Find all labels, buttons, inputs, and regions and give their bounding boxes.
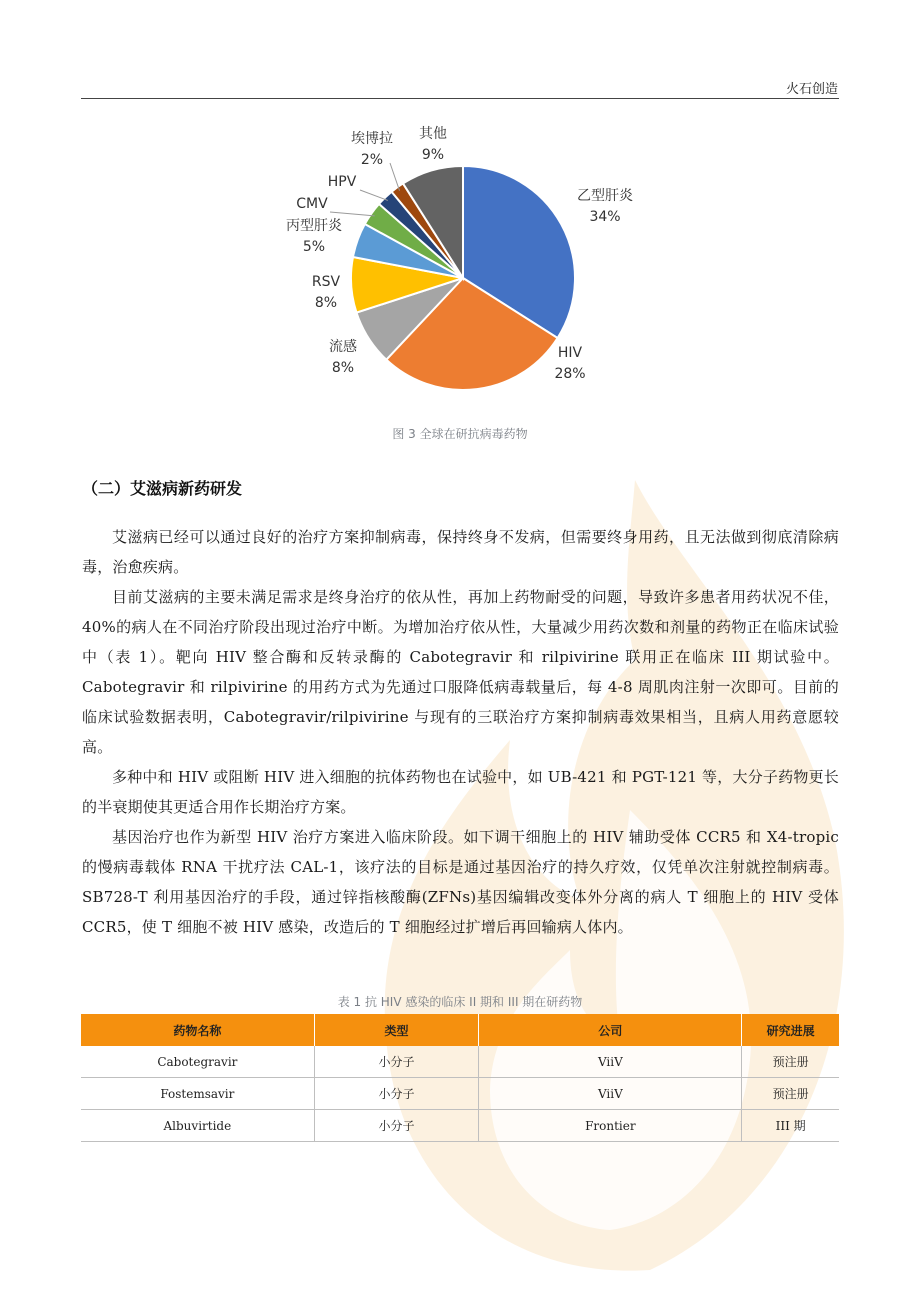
slice-label: 乙型肝炎 xyxy=(577,188,633,204)
slice-label: HPV xyxy=(327,174,357,190)
figure-caption: 图 3 全球在研抗病毒药物 xyxy=(392,427,528,441)
drug-name-cell: Cabotegravir xyxy=(81,1046,314,1078)
leader-line xyxy=(360,190,388,200)
paragraph: 多种中和 HIV 或阻断 HIV 进入细胞的抗体药物也在试验中，如 UB-421 和 PGT-121 等，大分子药物更长的半衰期使其更适合用作长期治疗方案。 xyxy=(82,768,839,816)
column-header: 药物名称 xyxy=(81,1014,314,1046)
column-header: 研究进展 xyxy=(742,1014,839,1046)
slice-percent-label: 8% xyxy=(314,295,338,311)
column-header: 公司 xyxy=(479,1014,742,1046)
drug-stage-cell: 预注册 xyxy=(742,1046,839,1078)
slice-label: CMV xyxy=(296,196,328,212)
drug-type-cell: 小分子 xyxy=(314,1110,479,1142)
slice-percent-label: 5% xyxy=(302,239,326,255)
drug-stage-cell: III 期 xyxy=(742,1110,839,1142)
drug-company-cell: ViiV xyxy=(479,1078,742,1110)
header-divider xyxy=(81,98,839,99)
slice-percent-label: 2% xyxy=(360,152,384,168)
paragraph: 目前艾滋病的主要未满足需求是终身治疗的依从性，再加上药物耐受的问题，导致许多患者用药状况不佳，40%的病人在不同治疗阶段出现过治疗中断。为增加治疗依从性，大量减少用药次数和剂量的药物正在临床试验中（表 1）。靶向 HIV 整合酶和反转录酶的 Cabotegravir 和 rilpivirine 联用正在临床 III 期试验中。Cabotegravir 和 rilpivirine 的用药方式为先通过口服降低病毒载量后，每 4-8 周肌肉注射一次即可。目前的临床试验数据表明，Cabotegravir/rilpivirine 与现有的三联治疗方案抑制病毒效果相当，且病人用药意愿较高。 xyxy=(82,588,839,756)
slice-percent-label: 34% xyxy=(589,209,621,225)
slice-label: RSV xyxy=(311,274,341,290)
paragraph: 艾滋病已经可以通过良好的治疗方案抑制病毒，保持终身不发病，但需要终身用药，且无法做到彻底清除病毒，治愈疾病。 xyxy=(82,528,839,576)
body-text xyxy=(82,522,839,942)
drug-type-cell: 小分子 xyxy=(314,1078,479,1110)
slice-label: 丙型肝炎 xyxy=(286,218,342,234)
drug-table xyxy=(81,1014,839,1142)
pie-chart xyxy=(0,110,920,410)
table-row xyxy=(81,1110,839,1142)
leader-line xyxy=(390,163,400,191)
header-brand: 火石创造 xyxy=(785,82,838,97)
slice-label: HIV xyxy=(557,345,583,361)
table-caption: 表 1 抗 HIV 感染的临床 II 期和 III 期在研药物 xyxy=(337,995,583,1009)
drug-name-cell: Fostemsavir xyxy=(81,1078,314,1110)
drug-company-cell: Frontier xyxy=(479,1110,742,1142)
table-header-row xyxy=(81,1014,839,1046)
leader-line xyxy=(330,212,375,216)
drug-company-cell: ViiV xyxy=(479,1046,742,1078)
drug-type-cell: 小分子 xyxy=(314,1046,479,1078)
slice-percent-label: 9% xyxy=(421,147,445,163)
paragraph: 基因治疗也作为新型 HIV 治疗方案进入临床阶段。如下调干细胞上的 HIV 辅助受体 CCR5 和 X4-tropic 的慢病毒载体 RNA 干扰疗法 CAL-1，该疗法的目标是通过基因治疗的持久疗效，仅凭单次注射就控制病毒。SB728-T 利用基因治疗的手段，通过锌指核酸酶(ZFNs)基因编辑改变体外分离的病人 T 细胞上的 HIV 受体 CCR5，使 T 细胞不被 HIV 感染，改造后的 T 细胞经过扩增后再回输病人体内。 xyxy=(82,828,839,936)
section-heading: （二）艾滋病新药研发 xyxy=(82,479,243,498)
slice-label: 流感 xyxy=(329,339,357,355)
slice-percent-label: 8% xyxy=(331,360,355,376)
column-header: 类型 xyxy=(314,1014,479,1046)
slice-label: 其他 xyxy=(419,126,447,142)
table-row xyxy=(81,1078,839,1110)
drug-name-cell: Albuvirtide xyxy=(81,1110,314,1142)
drug-stage-cell: 预注册 xyxy=(742,1078,839,1110)
slice-label: 埃博拉 xyxy=(351,131,393,147)
table-row xyxy=(81,1046,839,1078)
slice-percent-label: 28% xyxy=(554,366,586,382)
